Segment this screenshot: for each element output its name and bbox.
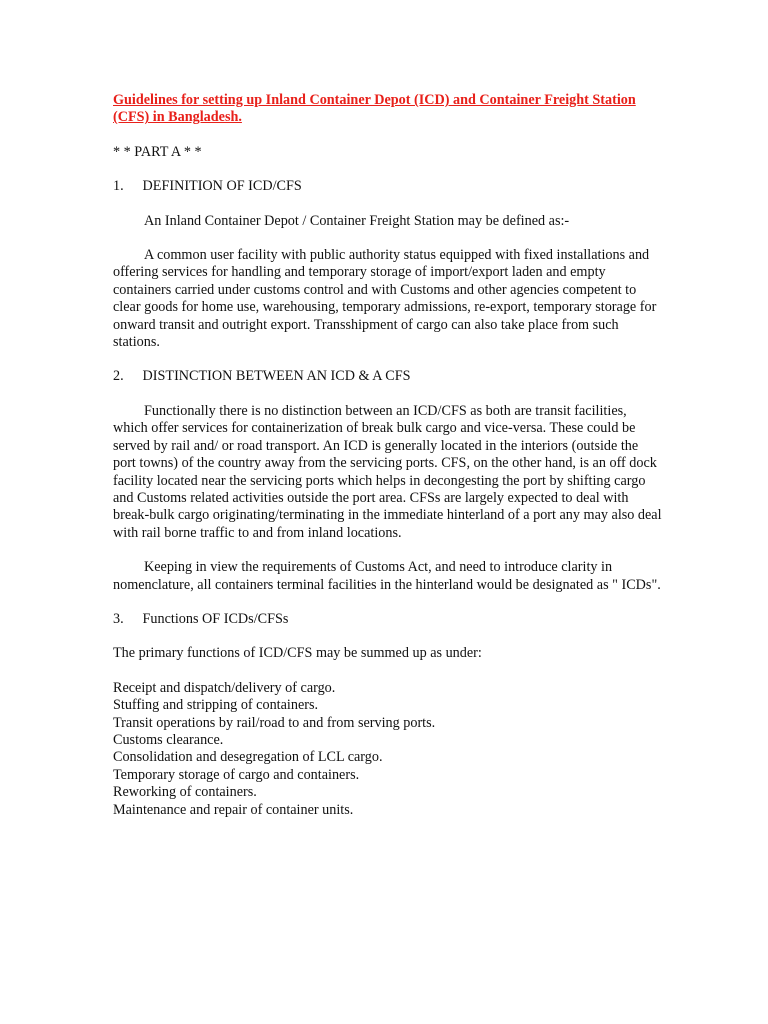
part-label: * * PART A * * xyxy=(113,143,202,160)
paragraph: An Inland Container Depot / Container Freight Station may be defined as:- xyxy=(144,212,570,229)
section-heading-3 xyxy=(113,611,663,628)
section-number: 2. xyxy=(113,368,124,385)
list-item: Receipt and dispatch/delivery of cargo. xyxy=(113,679,336,696)
section-title: DISTINCTION BETWEEN AN ICD & A CFS xyxy=(142,368,411,385)
list-item: Reworking of containers. xyxy=(113,784,257,801)
paragraph: A common user facility with public authority status equipped with fixed installations and offering services for handling and temporary storage of import/export laden and empty containers carried under customs control and with Customs and other agencies competent to clear goods for home use, warehousing, temporary admissions, re-export, temporary storage for onward transit and outright export. Transshipment of cargo can also take place from such stations. xyxy=(113,247,657,351)
paragraph: Functionally there is no distinction between an ICD/CFS as both are transit facilities, which offer services for containerization of break bulk cargo and vice-versa. These could be served by rail and/ or road transport. An ICD is generally located in the interiors (outside the port towns) of the country away from the servicing ports. CFS, on the other hand, is an off dock facility located near the servicing ports which helps in decongesting the port by shifting cargo and Customs related activities outside the port area. CFSs are largely expected to deal with break-bulk cargo originating/terminating in the immediate hinterland of a port any may also deal with rail borne traffic to and from inland locations. xyxy=(113,402,662,541)
functions-list xyxy=(113,680,663,819)
list-item: Consolidation and desegregation of LCL cargo. xyxy=(113,749,383,766)
list-item: Transit operations by rail/road to and from serving ports. xyxy=(113,714,436,731)
list-item: Temporary storage of cargo and containers. xyxy=(113,766,360,783)
section-intro: The primary functions of ICD/CFS may be summed up as under: xyxy=(113,645,482,662)
document-page xyxy=(113,92,663,833)
section-number: 3. xyxy=(113,610,124,627)
document-title: Guidelines for setting up Inland Container Depot (ICD) and Container Freight Station (CFS) in Bangladesh. xyxy=(113,92,636,126)
list-item: Maintenance and repair of container units. xyxy=(113,801,354,818)
list-item: Stuffing and stripping of containers. xyxy=(113,697,319,714)
section-heading-1 xyxy=(113,178,663,195)
section-number: 1. xyxy=(113,178,124,195)
section-heading-2 xyxy=(113,368,663,385)
paragraph: Keeping in view the requirements of Customs Act, and need to introduce clarity in nomenclature, all containers terminal facilities in the hinterland would be designated as " ICDs". xyxy=(113,559,661,593)
list-item: Customs clearance. xyxy=(113,731,224,748)
section-title: DEFINITION OF ICD/CFS xyxy=(142,178,302,195)
section-title: Functions OF ICDs/CFSs xyxy=(142,610,289,627)
